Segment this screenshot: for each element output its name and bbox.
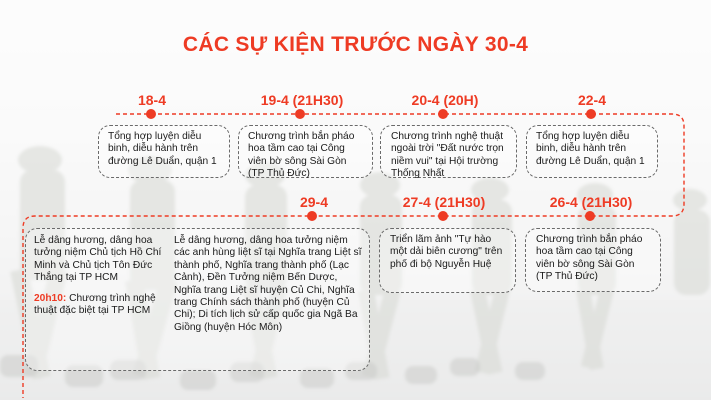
page-title: CÁC SỰ KIỆN TRƯỚC NGÀY 30-4	[182, 33, 529, 56]
timeline-dot-20-4	[438, 109, 448, 119]
event-description: Chương trình bắn pháo hoa tầm cao tại Công viên bờ sông Sài Gòn (TP Thủ Đức)	[536, 234, 643, 283]
event-description: Tổng hợp luyện diễu binh, diễu hành trên đường Lê Duẩn, quận 1	[108, 131, 217, 167]
event-card	[525, 228, 661, 292]
event-date: 20-4 (20H)	[411, 92, 479, 108]
event-description: Chương trình bắn pháo hoa tầm cao tại Công viên bờ sông Sài Gòn (TP Thủ Đức)	[248, 131, 355, 180]
timeline-dot-18-4	[146, 109, 156, 119]
event-date: 19-4 (21H30)	[260, 92, 344, 108]
event-card	[98, 125, 230, 178]
event-description: Chương trình nghệ thuật ngoài trời "Đất nước trọn niềm vui" tại Hội trường Thống Nhất	[391, 131, 504, 180]
event-date: 29-4	[299, 194, 329, 210]
timeline-dot-27-4	[438, 211, 448, 221]
event-description: Triển lãm ảnh "Tự hào một dải biên cương" trên phố đi bộ Nguyễn Huệ	[390, 234, 503, 270]
event-card	[238, 125, 373, 178]
event-description: Lễ dâng hương, dâng hoa tưởng niệm các anh hùng liệt sĩ tại Nghĩa trang Liệt sĩ thành phố, Nghĩa trang thành phố (Lạc Cảnh), Đền Tưởng niệm Bến Dược, Nghĩa trang Liệt sĩ huyện Củ Chi, Nghĩa trang Chính sách thành phố (huyện Củ Chi); Di tích lịch sử cấp quốc gia Ngã Ba Giồng (huyện Hóc Môn)	[174, 235, 362, 333]
event-date: 22-4	[577, 92, 607, 108]
timeline-dot-26-4	[585, 211, 595, 221]
timeline-dot-19-4	[295, 109, 305, 119]
timeline-dot-22-4	[586, 109, 596, 119]
event-card-29-4	[25, 228, 370, 371]
event-date: 26-4 (21H30)	[549, 194, 633, 210]
event-card	[526, 125, 658, 178]
event-date: 27-4 (21H30)	[402, 194, 486, 210]
event-card	[379, 228, 516, 293]
event-time-highlight: 20h10:	[34, 292, 67, 304]
event-description: Tổng hợp luyện diễu binh, diễu hành trên đường Lê Duẩn, quận 1	[536, 131, 645, 167]
event-date: 18-4	[137, 92, 167, 108]
event-description: Lễ dâng hương, dâng hoa tưởng niệm Chủ tịch Hồ Chí Minh và Chủ tịch Tôn Đức Thắng tại TP HCM	[34, 235, 162, 284]
event-description-evening: 20h10: Chương trình nghệ thuật đặc biệt tại TP HCM	[34, 292, 156, 317]
timeline-dot-29-4	[307, 211, 317, 221]
event-card	[380, 125, 517, 178]
